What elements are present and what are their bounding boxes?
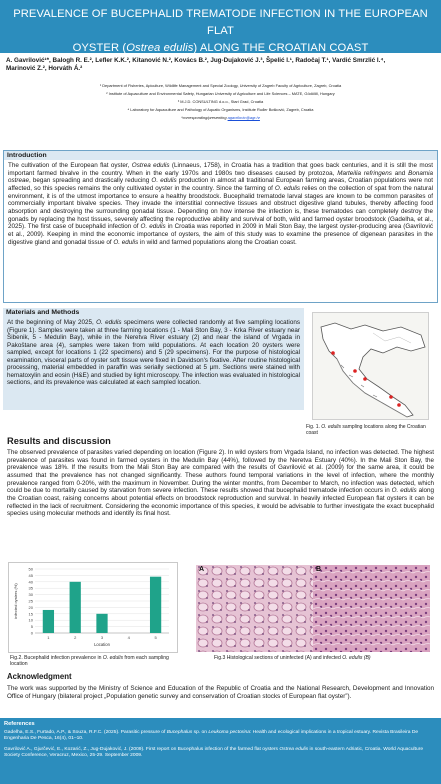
title-banner bbox=[0, 0, 441, 53]
bar bbox=[96, 614, 107, 633]
croatia-map-image bbox=[313, 313, 429, 420]
methods-heading: Materials and Methods bbox=[6, 309, 80, 316]
methods-section bbox=[3, 308, 304, 410]
x-axis-label: Location bbox=[94, 642, 110, 647]
title-line-2: OYSTER (Ostrea edulis) ALONG THE CROATIAN COAST bbox=[72, 42, 369, 54]
reference-1: Gadelha, E.S., Furtado, A.P., & Souza, R.F.C. (2025). Parasitic pressure of Bucephalus sp. on Leukoma pectorina: Health and ecological implications in a tropical estuary. Revista Brasileira De Engenharia De Pesca, 16(4), 01–10. bbox=[4, 730, 419, 742]
author-line-2: Marinović Z.², Horváth Á.² bbox=[6, 65, 83, 72]
introduction-heading: Introduction bbox=[4, 151, 437, 160]
map-marker-3 bbox=[363, 377, 367, 381]
results-heading: Results and discussion bbox=[7, 436, 111, 446]
affiliation-4: ⁴ Laboratory for Aquaculture and Pathology of Aquatic Organisms, Institute Ruđer Bošković, Zagreb, Croatia bbox=[127, 106, 314, 112]
x-tick-label: 2 bbox=[74, 635, 77, 640]
title-line-1: PREVALENCE OF BUCEPHALID TREMATODE INFECTION IN THE EUROPEAN FLAT bbox=[13, 8, 428, 37]
y-axis-label: infected oysters (%) bbox=[13, 583, 18, 619]
references-heading: References bbox=[4, 721, 35, 727]
reference-2: Gavrilović A., Gjurčević, E., Kozarić, Z., Jug-Dujaković, J. (2009). First report on Bucephalus infection of the farmed flat oysters Ostrea edulis in south-eastern Adriatic, Croatia. World Aquaculture Society Conference, Veracruz, Mexico, 25-29. September 2009. bbox=[4, 746, 424, 758]
author-list bbox=[6, 57, 436, 73]
x-tick-label: 1 bbox=[47, 635, 50, 640]
y-tick-label: 10 bbox=[28, 617, 33, 623]
y-tick-label: 40 bbox=[28, 579, 33, 585]
x-tick-label: 4 bbox=[127, 635, 130, 640]
email-link[interactable]: agavrilovic@agr.hr bbox=[227, 114, 260, 120]
sampling-location-map bbox=[312, 312, 429, 420]
corresponding-author: *corresponding/presenting agavrilovic@agr.hr bbox=[181, 114, 260, 120]
results-text: The observed prevalence of parasites varied depending on location (Figure 2). In wild oysters from Vrgada Island, no infection was detected. The highest prevalence of parasites was found in farmed oysters in the Medulin Bay (44%), followed by the Neretva Estuary (40%). In the Mali Ston Bay, the prevalence was 18%. If the results from the Mali Ston Bay are compared with the results of Gavrilović et al. (2009) for the same area, it could be assumed that the prevalence has not changed significantly. These authors found temporal variations in the level of infection, where the monthly prevalence ranged from 0-20%, with the maximum in November. During the winter months, from December to March, no infection was detected, which could be due to mortality caused by starvation from severe infection. These results showed that bucephalid trematode infection occurs in O. edulis along the Croatian coast, raising concerns about potential effects on broodstock reproduction and survival. In heavily infected European flat oysters it can be reflected in the lack of recruitment. Considering the economic importance of this species, it would be advisable to further investigate the exact bucephalid species using molecular methods and identify its final host. bbox=[7, 449, 434, 518]
figure-2-caption: Fig.2. Bucephalid infection prevalence in O. edulis from each sampling location bbox=[10, 655, 169, 668]
affiliation-3: ³ M.J.D. CONSULTING d.o.o., Stari Grad, Croatia bbox=[177, 98, 264, 104]
y-tick-label: 35 bbox=[28, 585, 33, 591]
acknowledgment-heading: Acknowledgment bbox=[7, 672, 72, 681]
affiliations bbox=[0, 82, 441, 122]
y-tick-label: 5 bbox=[30, 624, 33, 630]
histology-a-svg bbox=[196, 565, 313, 652]
histology-image-uninfected bbox=[196, 565, 313, 652]
introduction-text: The cultivation of the European flat oyster, Ostrea edulis (Linnaeus, 1758), in Croatia has a tradition that goes back centuries, and it is still the most important farmed bivalve in the country. When in the early 1970s and 1980s two diseases caused by protozoa, Marteilia refringens and Bonamia ostreae, began spreading and drastically reducing O. edulis production in almost all traditional European farming areas, Croatian populations were not affected, so this species remains the only cultivated oyster in the country. Since the farming of O. edulis relies on the collection of spat from the natural environment, it is of the utmost importance to ensure a healthy broodstock. Bucephalid trematode larval stages are known to be common parasites of commercially important bivalve species. They invade the interstitial connective tissues and obstruct digestive gland tubules, thereby affecting food absorption and destroying the surrounding gonadal tissue. Depending on how intense the infection is, these trematodes can completely destroy the gonads by replacing the host tissues, severely affecting the reproductive ability and survival of both, wild and farmed oyster broodstock (Gadelha, et al., 2025). The first case of bucephalid infection of O. edulis in Croatia was reported in 2009 in Mali Ston Bay, the largest oyster-producing area (Gavrilović et al., 2009). Keeping in mind the economic importance of oysters, the aim of this study was to examine the presence of digenean parasites in the digestive gland and gonadal tissue of O. edulis in wild and farmed populations along the Croatian coast. bbox=[8, 162, 434, 246]
y-tick-label: 20 bbox=[28, 604, 33, 610]
y-tick-label: 25 bbox=[28, 598, 33, 604]
y-tick-label: 0 bbox=[30, 630, 33, 636]
x-tick-label: 3 bbox=[100, 635, 104, 640]
affiliation-1: ¹ Department of Fisheries, Apiculture, Wildlife Management and Special Zoology, University of Zagreb Faculty of Agriculture, Zagreb, Croatia bbox=[99, 83, 342, 88]
histology-label-b: B bbox=[316, 566, 322, 573]
bar bbox=[150, 577, 161, 633]
references-section bbox=[0, 718, 441, 784]
histology-b-svg bbox=[313, 565, 430, 652]
methods-text: At the beginning of May 2025, O. edulis specimens were collected randomly at five sampling locations (Figure 1). Samples were taken at three farming locations (1 - Mali Ston Bay, 3 - Krka River estuary near Šibenik, 5 - Medulin Bay), while in the Neretva River estuary (2) and near the island of Vrgada in Pakoštane area (4), samples were taken from wild populations. At each location 20 oysters were sampled, except for locations 1 (22 specimens) and 5 (29 specimens). For the purpose of histological examination, visceral parts of oyster soft tissue were fixed in Davidson's fixative. After routine histological processing, material embedded in paraffin was serially sectioned at 5 μm. Sections were stained with hematoxylin and eosin (H&E) and studied by light microscopy. The infection was evaluated in histological sections, and its prevalence was calculated at each sampled location. bbox=[7, 319, 300, 387]
y-tick-label: 30 bbox=[28, 592, 33, 598]
histology-image-infected bbox=[313, 565, 430, 652]
figure-1-caption: Fig. 1. O. edulis sampling locations along the Croatian coast bbox=[306, 424, 426, 437]
map-marker-2 bbox=[389, 395, 393, 399]
acknowledgment-text: The work was supported by the Ministry of Science and Education of the Republic of Croatia and the National Research, Development and Innovation Office of Hungary (bilateral project „Population genetic survey and conservation of Croatian stocks of European flat oyster”). bbox=[7, 685, 434, 700]
figure-3-caption: Fig.3 Histological sections of uninfected (A) and infected O. edulis (B) bbox=[214, 655, 371, 661]
bar bbox=[70, 582, 81, 633]
author-line-1: A. Gavrilović¹*, Balogh R. E.², Lefler K.K.², Kitanović N.², Kovács B.², Jug-Dujaković J.³, Špelić I.¹, Radočaj T.¹, Vardić Smrzlić I.⁴, bbox=[6, 57, 386, 64]
map-marker-5 bbox=[331, 351, 335, 355]
prevalence-bar-chart bbox=[8, 562, 178, 653]
map-marker-1 bbox=[397, 403, 401, 407]
histology-label-a: A bbox=[199, 566, 205, 573]
affiliation-2: ² Institute of Aquaculture and Environmental Safety, Hungarian University of Agriculture and Life Sciences – MATE, Gödöllő, Hungary bbox=[106, 90, 335, 96]
map-marker-4 bbox=[353, 369, 357, 373]
y-tick-label: 45 bbox=[28, 572, 33, 578]
y-tick-label: 50 bbox=[28, 566, 33, 572]
introduction-section bbox=[3, 150, 438, 303]
chart-svg bbox=[9, 563, 177, 652]
bar bbox=[43, 610, 54, 633]
y-tick-label: 15 bbox=[28, 611, 33, 617]
x-tick-label: 5 bbox=[154, 635, 157, 640]
